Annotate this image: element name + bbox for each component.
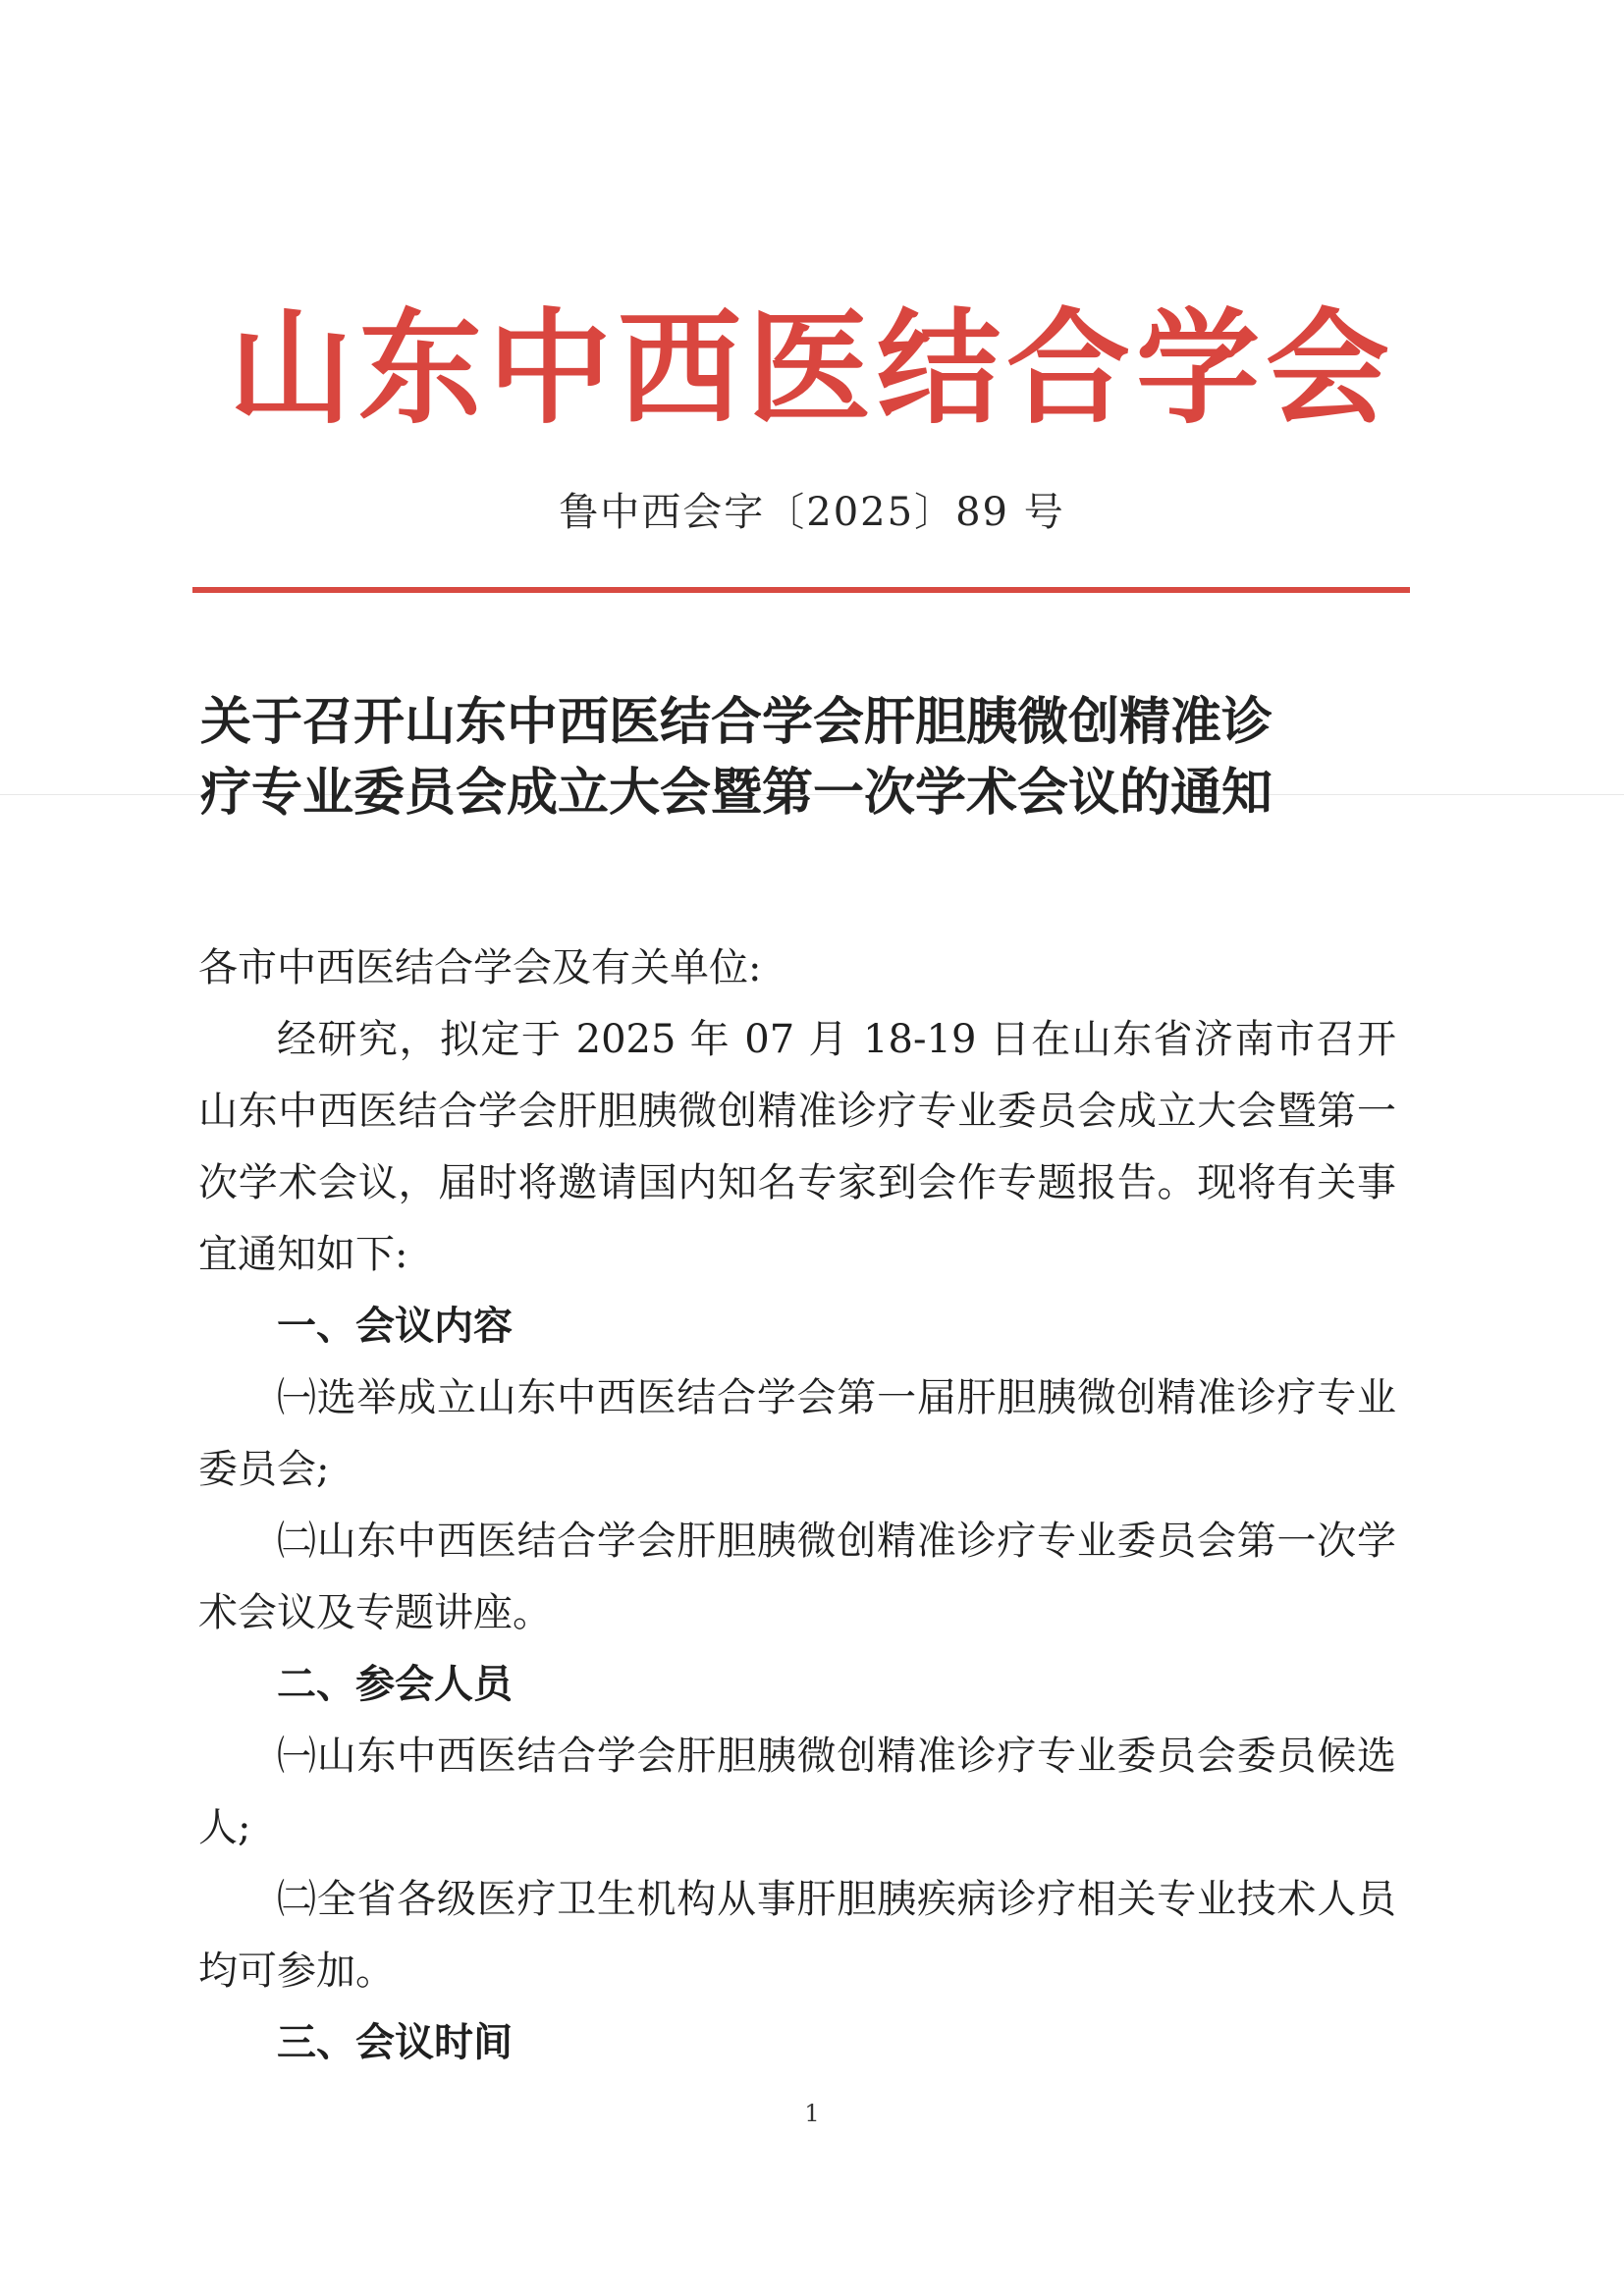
notice-title <box>200 687 1418 828</box>
section-heading-time: 三、会议时间 <box>277 2020 513 2065</box>
section-item: ㈡山东中西医结合学会肝胆胰微创精准诊疗专业委员会第一次学术会议及专题讲座。 <box>198 1519 1396 1635</box>
document-number: 鲁中西会字〔2025〕89 号 <box>559 490 1065 535</box>
section-item: ㈠选举成立山东中西医结合学会第一届肝胆胰微创精准诊疗专业委员会; <box>198 1375 1396 1492</box>
notice-body <box>198 933 1396 2079</box>
section-item: ㈠山东中西医结合学会肝胆胰微创精准诊疗专业委员会委员候选人; <box>198 1734 1396 1850</box>
section-item: ㈡全省各级医疗卫生机构从事肝胆胰疾病诊疗相关专业技术人员均可参加。 <box>198 1877 1396 1994</box>
section-heading-attendees: 二、参会人员 <box>277 1662 513 1707</box>
intro-paragraph: 经研究，拟定于 2025 年 07 月 18-19 日在山东省济南市召开山东中西医结合学会肝胆胰微创精准诊疗专业委员会成立大会暨第一次学术会议，届时将邀请国内知名专家到会作专题报告。现将有关事宜通知如下: <box>198 1017 1396 1277</box>
title-line-2: 疗专业委员会成立大会暨第一次学术会议的通知 <box>200 764 1273 823</box>
organization-header: 山东中西医结合学会 <box>229 295 1395 441</box>
page-number: 1 <box>804 2100 820 2127</box>
section-heading-content: 一、会议内容 <box>277 1304 513 1349</box>
salutation: 各市中西医结合学会及有关单位: <box>198 945 762 990</box>
title-line-1: 关于召开山东中西医结合学会肝胆胰微创精准诊 <box>200 693 1273 752</box>
red-divider <box>192 587 1410 593</box>
